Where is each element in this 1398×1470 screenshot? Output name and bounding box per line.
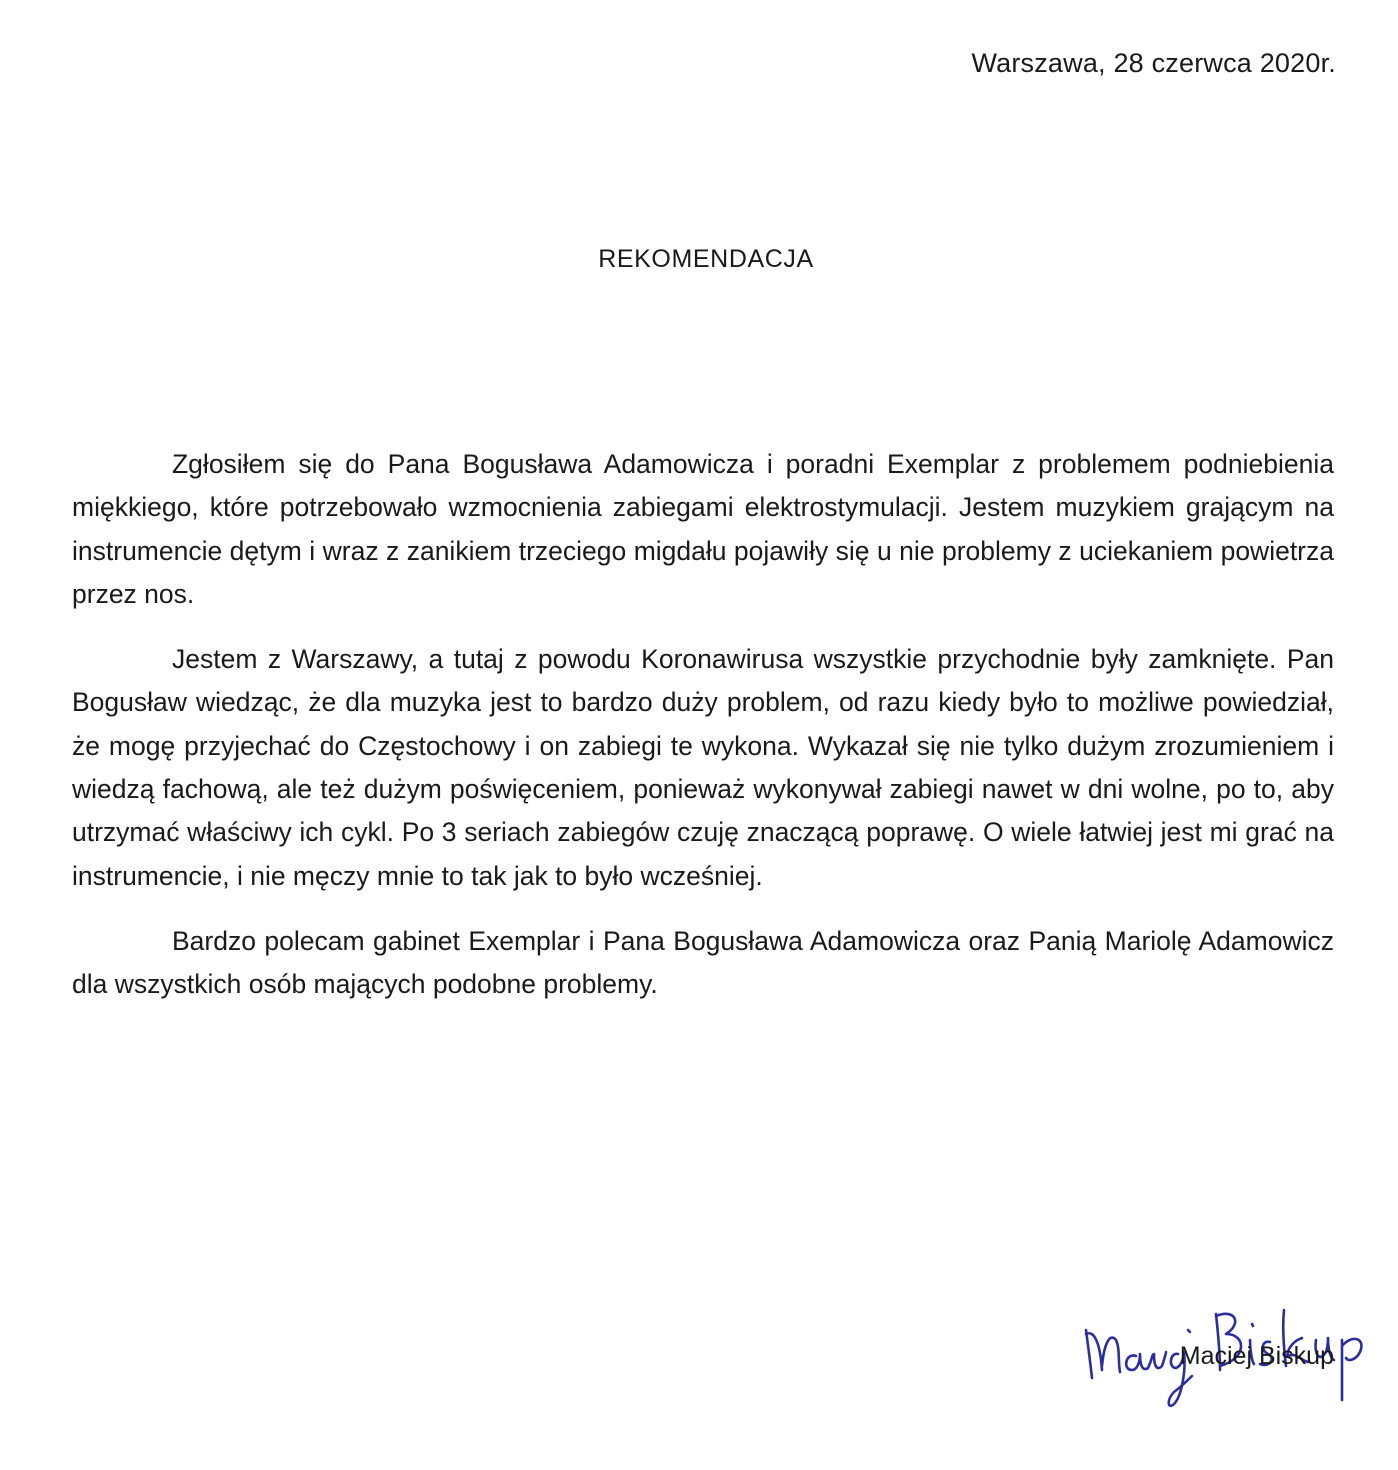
paragraph-3: Bardzo polecam gabinet Exemplar i Pana Bogusława Adamowicza oraz Panią Mariolę Adamowicz dla wszystkich osób mających podobne problemy. [72,925,1334,1000]
document-title: REKOMENDACJA [598,245,814,273]
letter-body [72,443,1334,1029]
signer-name: Maciej Biskup [1179,1342,1334,1370]
paragraph-1: Zgłosiłem się do Pana Bogusława Adamowicza i poradni Exemplar z problemem podniebienia miękkiego, które potrzebowało wzmocnienia zabiegami elektrostymulacji. Jestem muzykiem grającym na instrumencie dętym i wraz z zanikiem trzeciego migdału pojawiły się u nie problemy z uciekaniem powietrza przez nos. [72,449,1334,609]
paragraph-2: Jestem z Warszawy, a tutaj z powodu Koronawirusa wszystkie przychodnie były zamknięte. Pan Bogusław wiedząc, że dla muzyka jest to bardzo duży problem, od razu kiedy było to możliwe powiedział, że mogę przyjechać do Częstochowy i on zabiegi te wykona. Wykazał się nie tylko dużym zrozumieniem i wiedzą fachową, ale też dużym poświęceniem, ponieważ wykonywał zabiegi nawet w dni wolne, po to, aby utrzymać właściwy ich cykl. Po 3 seriach zabiegów czuję znaczącą poprawę. O wiele łatwiej jest mi grać na instrumencie, i nie męczy mnie to tak jak to było wcześniej. [72,644,1334,891]
place-and-date: Warszawa, 28 czerwca 2020r. [971,48,1336,78]
handwritten-signature [1060,1300,1380,1450]
